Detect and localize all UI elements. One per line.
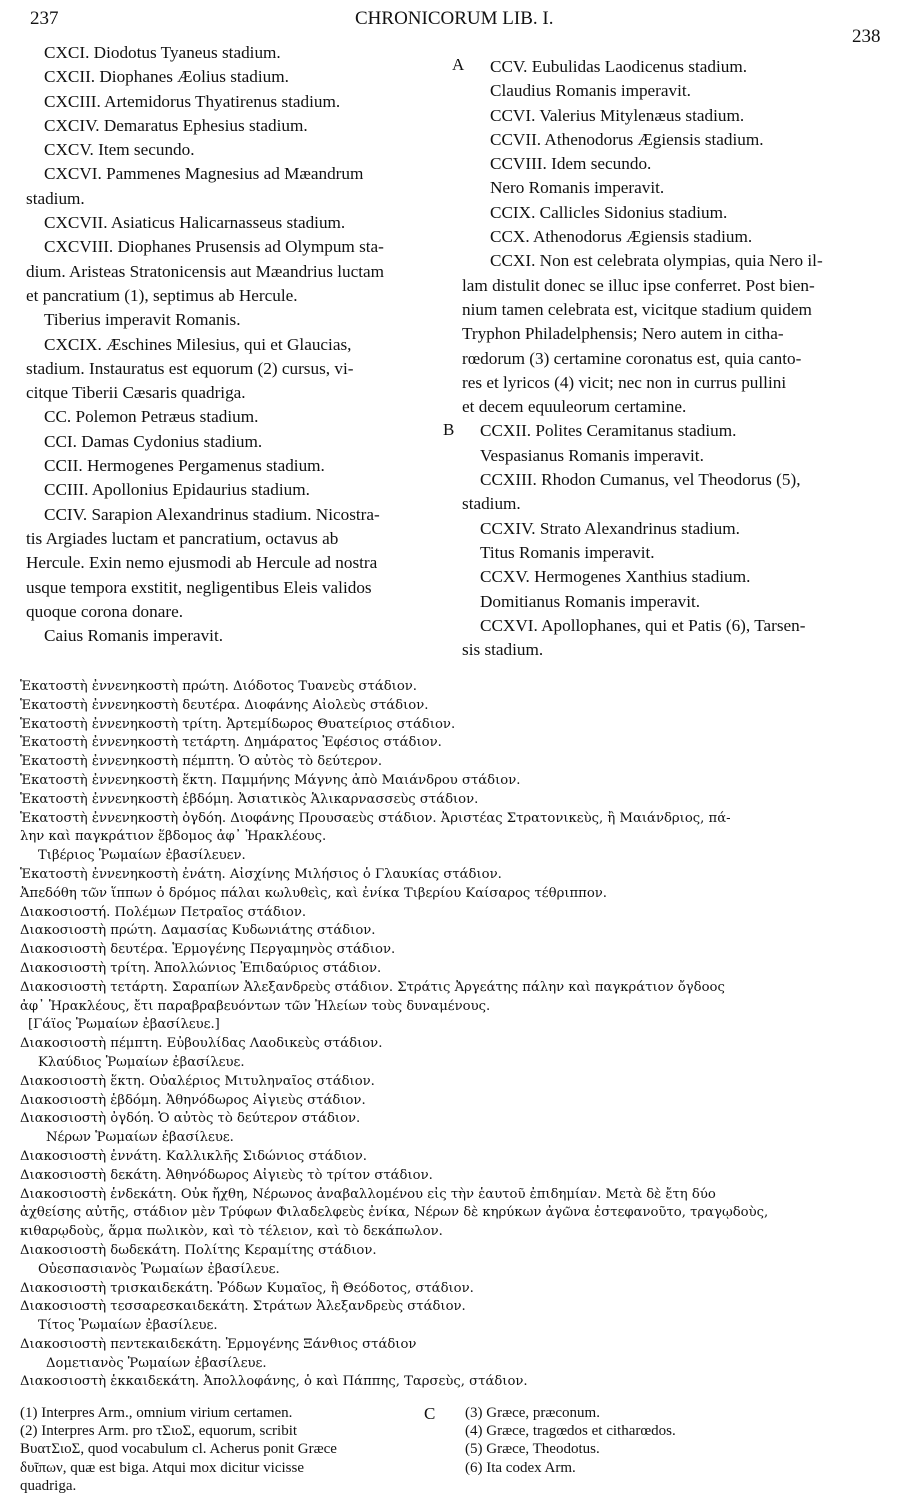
footnote-line: (2) Interpres Arm. pro τΣιοΣ, equorum, scribit xyxy=(20,1423,298,1440)
greek-line: Οὐεσπασιανὸς Ῥωμαίων ἐβασίλευε. xyxy=(38,1261,280,1277)
text-line: et decem equuleorum certamine. xyxy=(462,397,687,417)
text-line: CXCII. Diophanes Æolius stadium. xyxy=(44,67,289,87)
footnote-line: δυῖπων, quæ est biga. Atqui mox dicitur vicisse xyxy=(20,1459,304,1476)
column-marker-b: B xyxy=(443,420,455,439)
text-line: CCVIII. Idem secundo. xyxy=(490,154,652,174)
greek-line: Διακοσιοστὴ τετάρτη. Σαραπίων Ἀλεξανδρεὺς στάδιον. Στράτις Ἀργεάτης πάλην καὶ παγκράτιον ὄγδοος xyxy=(20,979,725,995)
greek-line: ἀφ᾽ Ἡρακλέους, ἔτι παραβραβευόντων τῶν Ἠλείων τοὺς δυναμένους. xyxy=(20,998,491,1014)
text-line: usque tempora exstitit, negligentibus Eleis validos xyxy=(26,577,372,597)
greek-line: λην καὶ παγκράτιον ἕβδομος ἀφ᾽ Ἡρακλέους. xyxy=(20,829,327,845)
greek-line: Διακοσιοστὴ ἑκκαιδεκάτη. Ἀπολλοφάνης, ὁ καὶ Πάππης, Ταρσεὺς, στάδιον. xyxy=(20,1374,528,1390)
text-line: CCXV. Hermogenes Xanthius stadium. xyxy=(480,567,751,587)
footnote-line: (6) Ita codex Arm. xyxy=(465,1459,576,1476)
footnote-line: ΒυατΣιοΣ, quod vocabulum cl. Acherus ponit Græce xyxy=(20,1441,337,1458)
text-line: CCXVI. Apollophanes, qui et Patis (6), Tarsen- xyxy=(480,615,806,635)
text-line: CCII. Hermogenes Pergamenus stadium. xyxy=(44,456,325,476)
text-line: Claudius Romanis imperavit. xyxy=(490,81,691,101)
greek-line: Ἑκατοστὴ ἐννενηκοστὴ τρίτη. Ἀρτεμίδωρος Θυατείριος στάδιον. xyxy=(20,716,456,732)
text-line: CXCIX. Æschines Milesius, qui et Glaucias, xyxy=(44,334,352,354)
footnote-line: (4) Græce, tragœdos et citharœdos. xyxy=(465,1423,676,1440)
text-line: et pancratium (1), septimus ab Hercule. xyxy=(26,285,298,305)
greek-line: κιθαρῳδοὺς, ἅρμα πωλικὸν, καὶ τὸ τέλειον, καὶ τὸ δεκάπωλον. xyxy=(20,1224,443,1240)
footnote-line: (3) Græce, præconum. xyxy=(465,1405,600,1421)
greek-line: Ἑκατοστὴ ἐννενηκοστὴ δευτέρα. Διοφάνης Αἰολεὺς στάδιον. xyxy=(20,697,429,713)
text-line: Hercule. Exin nemo ejusmodi ab Hercule ad nostra xyxy=(26,553,378,573)
column-marker-a: A xyxy=(452,55,465,74)
text-line: CXCIV. Demaratus Ephesius stadium. xyxy=(44,115,308,135)
text-line: CCIV. Sarapion Alexandrinus stadium. Nicostra- xyxy=(44,504,380,524)
text-line: Tryphon Philadelphensis; Nero autem in citha- xyxy=(462,324,784,344)
text-line: CCVI. Valerius Mitylenæus stadium. xyxy=(490,105,745,125)
greek-line: Διακοσιοστὴ πέμπτη. Εὐβουλίδας Λαοδικεὺς στάδιον. xyxy=(20,1036,383,1052)
greek-line: Ἑκατοστὴ ἐννενηκοστὴ ἑβδόμη. Ἀσιατικὸς Ἁλικαρνασσεὺς στάδιον. xyxy=(20,791,479,807)
greek-line: Ἑκατοστὴ ἐννενηκοστὴ ὀγδόη. Διοφάνης Προυσαεὺς στάδιον. Ἀριστέας Στρατονικεὺς, ἢ Μαιάνδριος, πά- xyxy=(20,810,731,826)
latin-right-column xyxy=(462,55,882,662)
greek-line: Κλαύδιος Ῥωμαίων ἐβασίλευε. xyxy=(38,1054,245,1070)
text-line: CCVII. Athenodorus Ægiensis stadium. xyxy=(490,129,764,149)
text-line: Nero Romanis imperavit. xyxy=(490,178,665,198)
text-line: Vespasianus Romanis imperavit. xyxy=(480,445,704,465)
text-line: CCIX. Callicles Sidonius stadium. xyxy=(490,202,728,222)
greek-line: Διακοσιοστὴ δωδεκάτη. Πολίτης Κεραμίτης στάδιον. xyxy=(20,1242,377,1258)
text-line: Tiberius imperavit Romanis. xyxy=(44,310,241,330)
greek-line: Δομετιανὸς Ῥωμαίων ἐβασίλευε. xyxy=(46,1355,267,1371)
greek-line: Διακοσιοστὴ ἑνδεκάτη. Οὐκ ἤχθη, Νέρωνος ἀναβαλλομένου εἰς τὴν ἑαυτοῦ ἐπιδημίαν. Μετὰ δὲ ἔτη δύο xyxy=(20,1186,716,1202)
greek-line: Διακοσιοστὴ ὀγδόη. Ὁ αὐτὸς τὸ δεύτερον στάδιον. xyxy=(20,1111,361,1127)
text-line: tis Argiades luctam et pancratium, octavus ab xyxy=(26,528,339,548)
greek-line: Διακοσιοστὴ ἐννάτη. Καλλικλῆς Σιδώνιος στάδιον. xyxy=(20,1148,367,1164)
greek-line: Τιβέριος Ῥωμαίων ἐβασίλευεν. xyxy=(38,848,246,864)
greek-line: Ἑκατοστὴ ἐννενηκοστὴ πέμπτη. Ὁ αὐτὸς τὸ δεύτερον. xyxy=(20,754,383,770)
greek-line: Διακοσιοστή. Πολέμων Πετραῖος στάδιον. xyxy=(20,904,307,920)
text-line: CXCI. Diodotus Tyaneus stadium. xyxy=(44,43,281,62)
greek-line: Διακοσιοστὴ ἕκτη. Οὐαλέριος Μιτυληναῖος στάδιον. xyxy=(20,1073,375,1089)
footnotes-left xyxy=(20,1404,420,1495)
greek-line: [Γάϊος Ῥωμαίων ἐβασίλευε.] xyxy=(28,1017,220,1033)
text-line: sis stadium. xyxy=(462,640,544,660)
text-line: CCV. Eubulidas Laodicenus stadium. xyxy=(490,57,747,76)
greek-line: Διακοσιοστὴ δευτέρα. Ἑρμογένης Περγαμηνὸς στάδιον. xyxy=(20,942,396,958)
greek-line: Τίτος Ῥωμαίων ἐβασίλευε. xyxy=(38,1318,218,1334)
greek-line: ἀχθείσης αὐτῆς, στάδιον μὲν Τρύφων Φιλαδελφεὺς ἐνίκα, Νέρων δὲ κηρύκων ἀγῶνα ἐστεφανοῦτο, τραγῳδοὺς, xyxy=(20,1205,769,1221)
page-number-left: 237 xyxy=(30,8,59,29)
footnote-line: (1) Interpres Arm., omnium virium certamen. xyxy=(20,1405,293,1421)
greek-text-block xyxy=(20,678,880,1392)
footnotes-right xyxy=(465,1404,875,1477)
greek-line: Διακοσιοστὴ πρώτη. Δαμασίας Κυδωνιάτης στάδιον. xyxy=(20,923,376,939)
text-line: CXCIII. Artemidorus Thyatirenus stadium. xyxy=(44,91,341,111)
text-line: CCXI. Non est celebrata olympias, quia Nero il- xyxy=(490,251,823,271)
text-line: rœdorum (3) certamine coronatus est, quia canto- xyxy=(462,348,802,368)
greek-line: Ἑκατοστὴ ἐννενηκοστὴ ἕκτη. Παμμήνης Μάγνης ἀπὸ Μαιάνδρου στάδιον. xyxy=(20,772,521,788)
greek-line: Διακοσιοστὴ τρίτη. Ἀπολλώνιος Ἐπιδαύριος στάδιον. xyxy=(20,960,382,976)
greek-line: Ἑκατοστὴ ἐννενηκοστὴ ἐνάτη. Αἰσχίνης Μιλήσιος ὁ Γλαυκίας στάδιον. xyxy=(20,866,502,882)
greek-line: Διακοσιοστὴ τρισκαιδεκάτη. Ῥόδων Κυμαῖος, ἢ Θεόδοτος, στάδιον. xyxy=(20,1280,474,1296)
text-line: CCXIII. Rhodon Cumanus, vel Theodorus (5), xyxy=(480,470,801,490)
text-line: lam distulit donec se illuc ipse conferret. Post bien- xyxy=(462,275,815,295)
page-number-right: 238 xyxy=(852,26,881,47)
text-line: res et lyricos (4) vicit; nec non in currus pullini xyxy=(462,372,787,392)
text-line: CXCVI. Pammenes Magnesius ad Mæandrum xyxy=(44,164,364,184)
text-line: stadium. Instauratus est equorum (2) cursus, vi- xyxy=(26,358,354,378)
greek-line: Διακοσιοστὴ ἑβδόμη. Ἀθηνόδωρος Αἰγιεὺς στάδιον. xyxy=(20,1092,366,1108)
greek-line: Ἀπεδόθη τῶν ἵππων ὁ δρόμος πάλαι κωλυθεὶς, καὶ ἐνίκα Τιβερίου Καίσαρος τέθριππον. xyxy=(20,885,607,901)
text-line: Domitianus Romanis imperavit. xyxy=(480,591,701,611)
text-line: CCI. Damas Cydonius stadium. xyxy=(44,431,263,451)
text-line: CCIII. Apollonius Epidaurius stadium. xyxy=(44,480,310,500)
greek-line: Ἑκατοστὴ ἐννενηκοστὴ τετάρτη. Δημάρατος Ἐφέσιος στάδιον. xyxy=(20,735,442,751)
text-line: Titus Romanis imperavit. xyxy=(480,542,655,562)
running-title: CHRONICORUM LIB. I. xyxy=(355,8,554,29)
footnote-line: quadriga. xyxy=(20,1477,77,1494)
text-line: quoque corona donare. xyxy=(26,601,184,621)
text-line: CXCVII. Asiaticus Halicarnasseus stadium. xyxy=(44,213,346,233)
text-line: citque Tiberii Cæsaris quadriga. xyxy=(26,383,246,403)
greek-line: Νέρων Ῥωμαίων ἐβασίλευε. xyxy=(46,1130,234,1146)
greek-line: Διακοσιοστὴ δεκάτη. Ἀθηνόδωρος Αἰγιεὺς τὸ τρίτον στάδιον. xyxy=(20,1167,433,1183)
column-marker-c: C xyxy=(424,1404,436,1423)
text-line: CXCV. Item secundo. xyxy=(44,140,195,160)
text-line: dium. Aristeas Stratonicensis aut Mæandrius luctam xyxy=(26,261,385,281)
greek-line: Ἑκατοστὴ ἐννενηκοστὴ πρώτη. Διόδοτος Τυανεὺς στάδιον. xyxy=(20,679,418,694)
greek-line: Διακοσιοστὴ πεντεκαιδεκάτη. Ἑρμογένης Ξάνθιος στάδιον xyxy=(20,1336,417,1352)
text-line: CCX. Athenodorus Ægiensis stadium. xyxy=(490,227,753,247)
greek-line: Διακοσιοστὴ τεσσαρεσκαιδεκάτη. Στράτων Ἀλεξανδρεὺς στάδιον. xyxy=(20,1299,466,1315)
footnote-line: (5) Græce, Theodotus. xyxy=(465,1441,600,1458)
text-line: stadium. xyxy=(26,188,85,208)
text-line: CCXII. Polites Ceramitanus stadium. xyxy=(480,421,737,441)
text-line: nium tamen celebrata est, vicitque stadium quidem xyxy=(462,299,812,319)
latin-left-column xyxy=(26,41,438,648)
text-line: CCXIV. Strato Alexandrinus stadium. xyxy=(480,518,740,538)
text-line: CXCVIII. Diophanes Prusensis ad Olympum sta- xyxy=(44,237,384,257)
text-line: stadium. xyxy=(462,494,521,514)
text-line: CC. Polemon Petræus stadium. xyxy=(44,407,259,427)
text-line: Caius Romanis imperavit. xyxy=(44,626,224,646)
